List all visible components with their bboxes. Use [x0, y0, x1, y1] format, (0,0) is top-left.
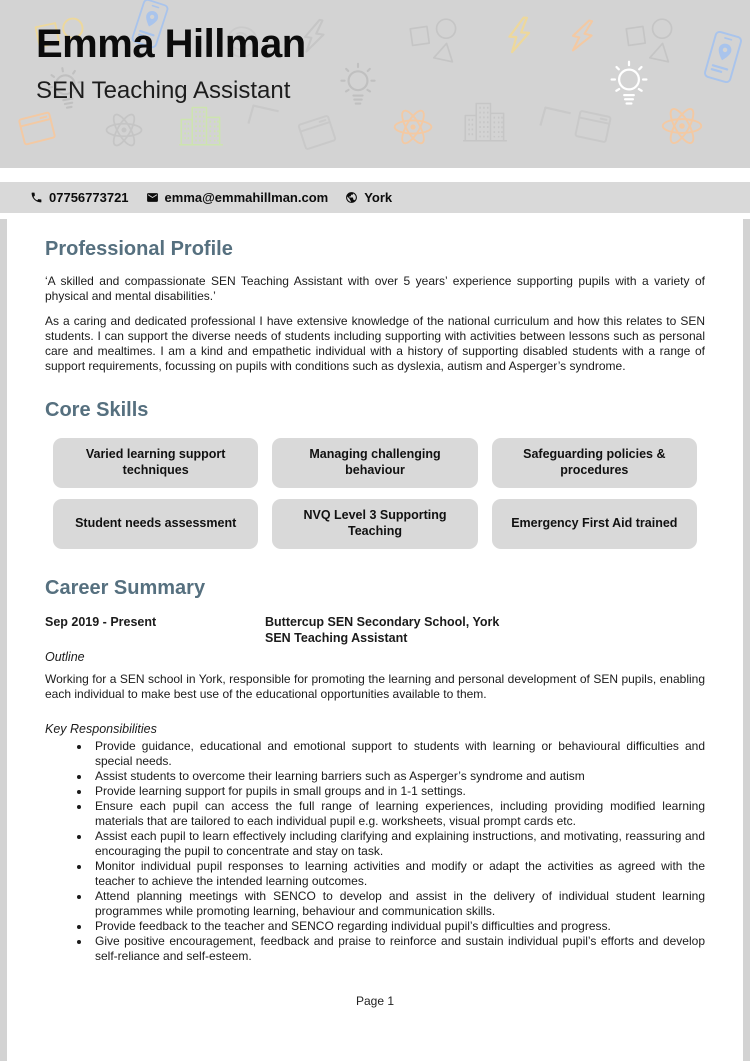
lightbulb-icon [608, 60, 650, 108]
globe-icon [345, 191, 358, 204]
mail-icon [146, 191, 159, 204]
phone-doodle-icon [702, 29, 745, 85]
window-icon [17, 110, 57, 146]
skill-box: NVQ Level 3 Supporting Teaching [272, 499, 477, 549]
job-header [45, 615, 705, 646]
contact-phone-value: 07756773721 [49, 190, 129, 205]
responsibility-item: • Monitor individual pupil responses to learning activities and modify or adapt the activities as agreed with the teacher to achieve the intended learning outcomes. [91, 859, 705, 889]
lightning-icon [563, 11, 603, 61]
angle-icon [538, 104, 574, 128]
building-icon [462, 100, 508, 142]
angle-icon [246, 102, 282, 126]
core-skills-grid [53, 438, 697, 549]
responsibility-item: • Assist each pupil to learn effectively including clarifying and explaining instructions, and motivating, reassuring and encouraging the pupil to concentrate and stay on task. [91, 829, 705, 859]
cv-header [0, 0, 750, 168]
skill-box: Safeguarding policies & procedures [492, 438, 697, 488]
contact-email [146, 190, 329, 205]
lightbulb-icon [338, 62, 378, 108]
building-icon [178, 104, 224, 146]
skill-box: Varied learning support techniques [53, 438, 258, 488]
contact-bar [0, 182, 750, 213]
skill-box: Emergency First Aid trained [492, 499, 697, 549]
shapes-icon [408, 16, 464, 66]
profile-paragraph: As a caring and dedicated professional I have extensive knowledge of the national curriculum and how this relates to SEN students. I can support the diverse needs of students including supporting with activities between lessons such as personal care and mealtimes. I am a kind and empathetic individual with a history of supporting disabled students with a range of support requirements, focussing on pupils with conditions such as dyslexia, autism and Asperger’s syndrome. [45, 314, 705, 373]
job-employer: Buttercup SEN Secondary School, York [265, 615, 500, 629]
phone-icon [30, 191, 43, 204]
outline-label: Outline [45, 650, 85, 664]
responsibility-item: • Provide guidance, educational and emotional support to students with learning or behavioural difficulties and special needs. [91, 739, 705, 769]
responsibilities-list [45, 739, 705, 964]
atom-icon [392, 106, 434, 148]
section-heading-professional-profile: Professional Profile [45, 238, 233, 260]
window-icon [573, 109, 612, 144]
cv-body [0, 219, 750, 1061]
job-employer-role [265, 615, 499, 646]
job-role: SEN Teaching Assistant [265, 630, 408, 645]
contact-location [345, 190, 392, 205]
responsibility-item: • Provide feedback to the teacher and SENCO regarding individual pupil’s difficulties and progress. [91, 919, 705, 934]
section-heading-career-summary: Career Summary [45, 577, 206, 599]
contact-email-value: emma@emmahillman.com [164, 190, 329, 205]
contact-location-value: York [364, 190, 393, 205]
key-responsibilities-label: Key Responsibilities [45, 722, 157, 736]
skill-box: Student needs assessment [53, 499, 258, 549]
contact-phone [30, 190, 129, 205]
responsibility-item: • Assist students to overcome their learning barriers such as Asperger’s syndrome and autism [91, 769, 705, 784]
lightning-icon [502, 11, 537, 59]
atom-icon [104, 110, 144, 150]
section-heading-core-skills: Core Skills [45, 399, 149, 421]
responsibility-item: • Attend planning meetings with SENCO to develop and assist in the delivery of individual student learning programmes while promoting learning, behaviour and communication skills. [91, 889, 705, 919]
atom-icon [660, 104, 704, 148]
shapes-icon [624, 16, 680, 66]
responsibility-item: • Give positive encouragement, feedback and praise to reinforce and sustain individual pupil’s efforts and develop self-reliance and self-esteem. [91, 934, 705, 964]
page-number: Page 1 [355, 994, 395, 1008]
profile-paragraph: ‘A skilled and compassionate SEN Teaching Assistant with over 5 years’ experience supporting pupils with a variety of physical and mental disabilities.’ [45, 274, 705, 303]
skill-box: Managing challenging behaviour [272, 438, 477, 488]
job-dates: Sep 2019 - Present [45, 615, 157, 629]
window-icon [296, 113, 337, 151]
candidate-job-title: SEN Teaching Assistant [36, 77, 291, 104]
outline-text: Working for a SEN school in York, responsible for promoting the learning and personal development of SEN pupils, enabling each individual to make best use of the educational opportunities available to them. [45, 672, 705, 701]
responsibility-item: • Provide learning support for pupils in small groups and in 1-1 settings. [91, 784, 705, 799]
candidate-name: Emma Hillman [36, 22, 306, 66]
responsibility-item: • Ensure each pupil can access the full range of learning experiences, including providing modified learning materials that are tailored to each individual pupil e.g. worksheets, visual prompt cards etc. [91, 799, 705, 829]
